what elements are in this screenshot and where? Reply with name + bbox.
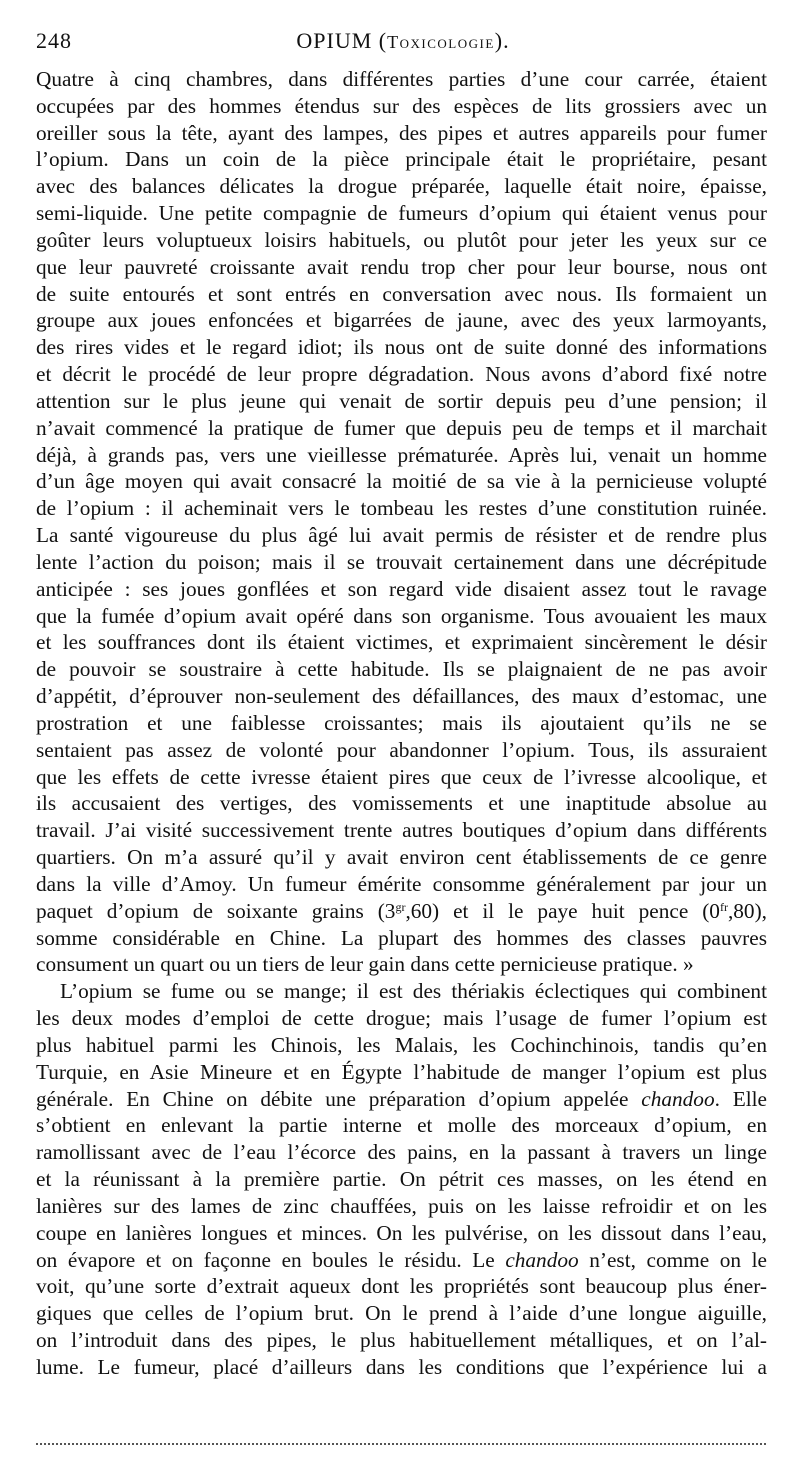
text-line: somme considérable en Chine. La plupart des hommes des classes pauvres bbox=[36, 926, 767, 950]
text-line: et décrit le procédé de leur propre dégradation. Nous avons d’abord fixé notre bbox=[36, 362, 767, 386]
italic-term: chandoo bbox=[641, 1087, 715, 1111]
text-line: que les effets de cette ivresse étaient pires que ceux de l’ivresse alcoolique, et bbox=[36, 765, 767, 789]
text-line: s’obtient en enlevant la partie interne et molle des morceaux d’opium, en bbox=[36, 1113, 767, 1137]
text-line: goûter leurs voluptueux loisirs habituels, ou plutôt pour jeter les yeux sur ce bbox=[36, 228, 767, 252]
text-line: n’avait commencé la pratique de fumer que depuis peu de temps et il marchait bbox=[36, 416, 767, 440]
text-segment: ,80), bbox=[727, 899, 767, 923]
text-line: lanières sur des lames de zinc chauffées, puis on les laisse refroidir et on les bbox=[36, 1194, 767, 1218]
text-line bbox=[36, 898, 767, 925]
text-line: déjà, à grands pas, vers une vieillesse prématurée. Après lui, venait un homme bbox=[36, 443, 767, 467]
text-line: on l’introduit dans des pipes, le plus habituellement métalliques, et on l’al- bbox=[36, 1328, 767, 1352]
page-number: 248 bbox=[36, 28, 72, 53]
text-segment: ,60) et il le paye huit pence (0 bbox=[405, 899, 720, 923]
paragraph-first-line: L’opium se fume ou se mange; il est des thériakis éclectiques qui combinent bbox=[60, 979, 767, 1003]
text-line: coupe en lanières longues et minces. On les pulvérise, on les dissout dans l’eau, bbox=[36, 1221, 767, 1245]
running-title bbox=[36, 28, 770, 54]
running-header bbox=[36, 28, 770, 58]
text-line: que la fumée d’opium avait opéré dans son organisme. Tous avouaient les maux bbox=[36, 604, 767, 628]
unit-superscript: gr bbox=[395, 900, 406, 914]
text-line: ramollissant avec de l’eau l’écorce des pains, en la passant à travers un linge bbox=[36, 1140, 767, 1164]
text-line: de suite entourés et sont entrés en conversation avec nous. Ils formaient un bbox=[36, 282, 767, 306]
text-line: de pouvoir se soustraire à cette habitude. Ils se plaignaient de ne pas avoir bbox=[36, 657, 767, 681]
text-line: Turquie, en Asie Mineure et en Égypte l’habitude de manger l’opium est plus bbox=[36, 1060, 767, 1084]
text-line: anticipée : ses joues gonflées et son regard vide disaient assez tout le ravage bbox=[36, 577, 767, 601]
text-segment: paquet d’opium de soixante grains (3 bbox=[36, 899, 396, 923]
footer-rule bbox=[36, 1443, 766, 1445]
text-line: d’appétit, d’éprouver non-seulement des défaillances, des maux d’estomac, une bbox=[36, 684, 767, 708]
text-line: travail. J’ai visité successivement trente autres boutiques d’opium dans différents bbox=[36, 818, 767, 842]
text-line: giques que celles de l’opium brut. On le prend à l’aide d’une longue aiguille, bbox=[36, 1301, 767, 1325]
text-line: plus habituel parmi les Chinois, les Malais, les Cochinchinois, tandis qu’en bbox=[36, 1033, 767, 1057]
text-line: prostration et une faiblesse croissantes; mais ils ajoutaient qu’ils ne se bbox=[36, 711, 767, 735]
text-line: des rires vides et le regard idiot; ils nous ont de suite donné des informations bbox=[36, 335, 767, 359]
text-line bbox=[36, 1247, 767, 1274]
text-line bbox=[36, 1086, 767, 1113]
text-segment: n’est, comme on le bbox=[578, 1248, 767, 1272]
text-line: attention sur le plus jeune qui venait de sortir depuis peu d’une pension; il bbox=[36, 389, 767, 413]
running-title-open: ( bbox=[372, 28, 388, 53]
text-line: et les souffrances dont ils étaient victimes, et exprimaient sincèrement le désir bbox=[36, 630, 767, 654]
running-title-sub: Toxicologie bbox=[387, 32, 495, 52]
text-segment: on évapore et on façonne en boules le résidu. Le bbox=[36, 1248, 506, 1272]
text-line: et la réunissant à la première partie. On pétrit ces masses, on les étend en bbox=[36, 1167, 767, 1191]
text-line: quartiers. On m’a assuré qu’il y avait environ cent établissements de ce genre bbox=[36, 845, 767, 869]
text-line: de l’opium : il acheminait vers le tombeau les restes d’une constitution ruinée. bbox=[36, 496, 767, 520]
text-line: les deux modes d’emploi de cette drogue; mais l’usage de fumer l’opium est bbox=[36, 1006, 767, 1030]
text-line: d’un âge moyen qui avait consacré la moitié de sa vie à la pernicieuse volupté bbox=[36, 469, 767, 493]
running-title-main: OPIUM bbox=[296, 28, 373, 53]
text-line: La santé vigoureuse du plus âgé lui avait permis de résister et de rendre plus bbox=[36, 523, 767, 547]
text-line: avec des balances délicates la drogue préparée, laquelle était noire, épaisse, bbox=[36, 174, 767, 198]
unit-superscript: fr bbox=[719, 900, 728, 914]
text-segment: . Elle bbox=[714, 1087, 767, 1111]
text-line: Quatre à cinq chambres, dans différentes parties d’une cour carrée, étaient bbox=[36, 67, 767, 91]
text-line: que leur pauvreté croissante avait rendu trop cher pour leur bourse, nous ont bbox=[36, 255, 767, 279]
text-line: sentaient pas assez de volonté pour abandonner l’opium. Tous, ils assuraient bbox=[36, 738, 767, 762]
text-line: groupe aux joues enfoncées et bigarrées de jaune, avec des yeux larmoyants, bbox=[36, 308, 767, 332]
text-line: lente l’action du poison; mais il se trouvait certainement dans une décrépitude bbox=[36, 550, 767, 574]
text-line: consument un quart ou un tiers de leur gain dans cette pernicieuse pratique. » bbox=[36, 952, 694, 976]
text-line: l’opium. Dans un coin de la pièce principale était le propriétaire, pesant bbox=[36, 147, 767, 171]
text-line: semi-liquide. Une petite compagnie de fumeurs d’opium qui étaient venus pour bbox=[36, 201, 767, 225]
text-line: oreiller sous la tête, ayant des lampes, des pipes et autres appareils pour fumer bbox=[36, 121, 767, 145]
italic-term: chandoo bbox=[505, 1248, 579, 1272]
text-line: dans la ville d’Amoy. Un fumeur émérite consomme généralement par jour un bbox=[36, 872, 767, 896]
text-line: lume. Le fumeur, placé d’ailleurs dans les conditions que l’expérience lui a bbox=[36, 1355, 767, 1379]
text-line: ils accusaient des vertiges, des vomissements et une inaptitude absolue au bbox=[36, 791, 767, 815]
text-line: occupées par des hommes étendus sur des espèces de lits grossiers avec un bbox=[36, 94, 767, 118]
text-line: voit, qu’une sorte d’extrait aqueux dont les propriétés sont beaucoup plus éner- bbox=[36, 1274, 767, 1298]
text-segment: générale. En Chine on débite une préparation d’opium appelée bbox=[36, 1087, 642, 1111]
running-title-close: ). bbox=[494, 28, 510, 53]
